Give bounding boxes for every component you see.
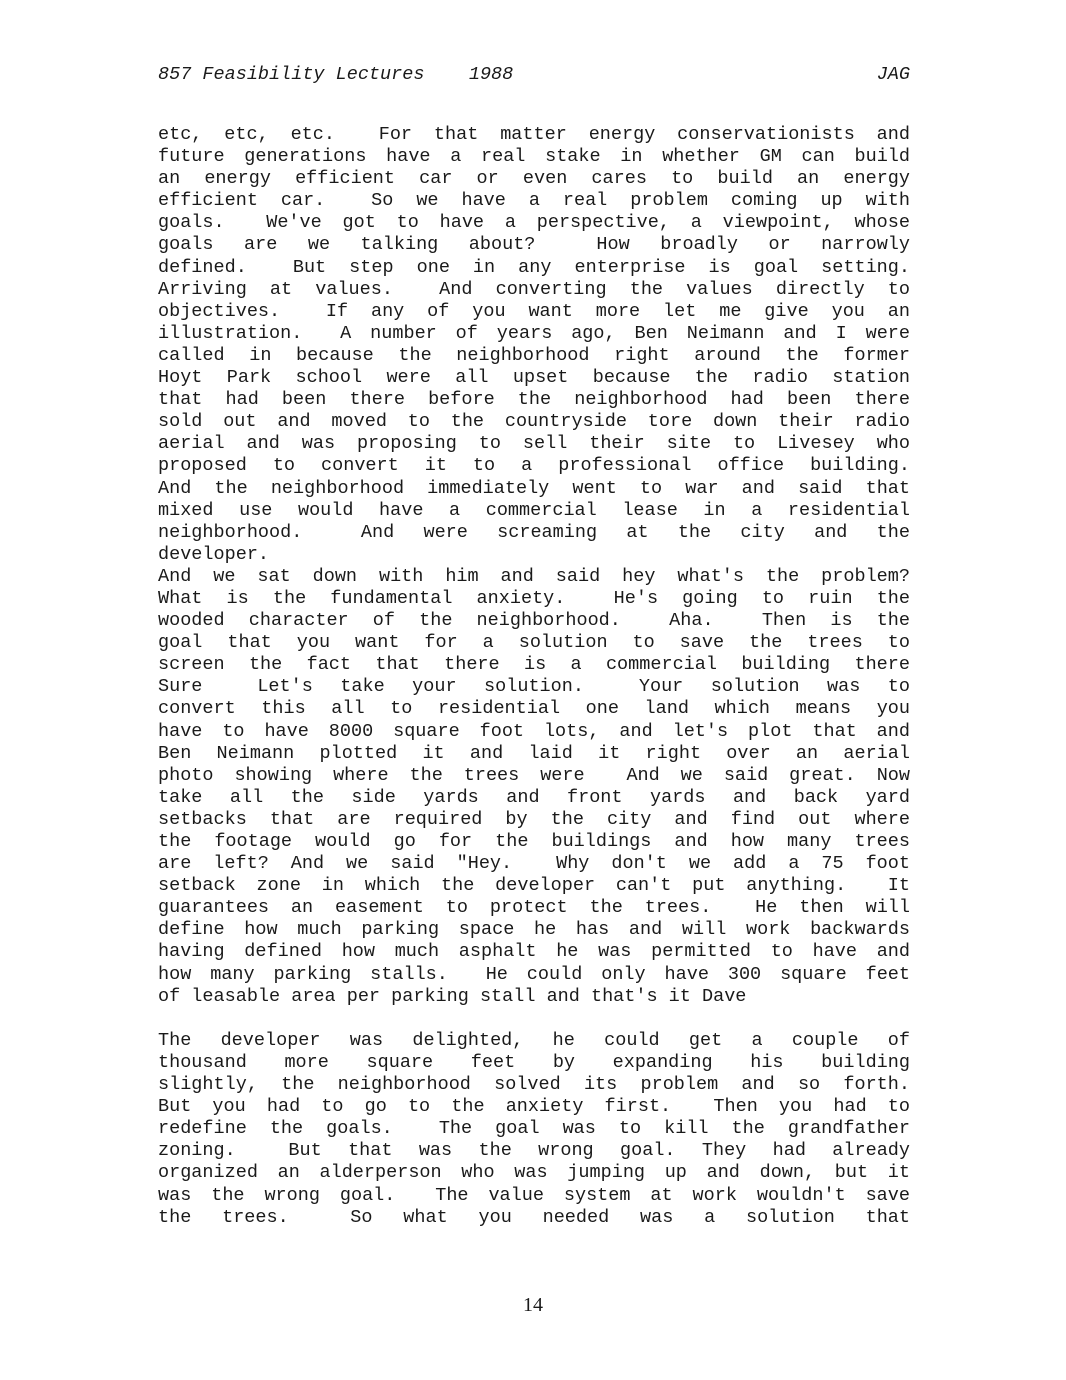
text-line: goals are we talking about? How broadly or narrowly [158,234,910,256]
text-line: And we sat down with him and said hey what's the problem? [158,565,910,587]
text-line: how many parking stalls. He could only have 300 square feet [158,963,910,985]
text-line: illustration. A number of years ago, Ben Neimann and I were [158,322,910,344]
text-line: Sure Let's take your solution. Your solution was to [158,676,910,698]
text-line: Ben Neimann plotted it and laid it right over an aerial [158,742,910,764]
text-line: slightly, the neighborhood solved its problem and so forth. [158,1074,910,1096]
text-line: the footage would go for the buildings and how many trees [158,831,910,852]
text-line: photo showing where the trees were And we said great. Now [158,764,910,786]
header-title: 857 Feasibility Lectures 1988 [158,64,514,85]
text-line: efficient car. So we have a real problem coming up with [158,190,910,212]
text-line: future generations have a real stake in whether GM can build [158,146,910,168]
text-line: developer. [158,543,270,565]
paragraph-2 [158,566,910,1008]
text-line: Hoyt Park school were all upset because the radio station [158,367,910,389]
text-line: defined. But step one in any enterprise is goal setting. [158,256,910,278]
text-line: define how much parking space he has and will work backwards [158,919,910,941]
text-line: take all the side yards and front yards and back yard [158,786,910,808]
text-line: organized an alderperson who was jumping up and down, but it [158,1162,910,1184]
text-line: redefine the goals. The goal was to kill the grandfather [158,1118,910,1140]
text-line: setbacks that are required by the city and find out where [158,808,910,830]
text-line: sold out and moved to the countryside tore down their radio [158,411,910,433]
page-number: 14 [523,1294,543,1316]
text-line: setback zone in which the developer can't put anything. It [158,875,910,897]
text-line: Arriving at values. And converting the values directly to [158,278,910,300]
text-line: objectives. If any of you want more let me give you an [158,300,910,322]
text-line: The developer was delighted, he could get a couple of [158,1029,910,1051]
text-line: an energy efficient car or even cares to build an energy [158,168,910,190]
paragraph-spacer [158,1008,910,1030]
text-line: And the neighborhood immediately went to war and said that [158,477,910,499]
text-line: having defined how much asphalt he was permitted to have and [158,941,910,963]
text-line: But you had to go to the anxiety first. Then you had to [158,1096,910,1118]
paragraph-3 [158,1030,910,1229]
lecture-body [158,124,910,1229]
text-line: guarantees an easement to protect the trees. He then will [158,897,910,919]
running-header [158,62,910,88]
paragraph-1 [158,124,910,566]
text-line: wooded character of the neighborhood. Aha. Then is the [158,610,910,632]
text-line: the trees. So what you needed was a solution that [158,1206,910,1228]
text-line: What is the fundamental anxiety. He's going to ruin the [158,587,910,609]
text-line: convert this all to residential one land which means you [158,698,910,720]
text-line: proposed to convert it to a professional office building. [158,455,910,477]
text-line: called in because the neighborhood right around the former [158,344,910,366]
header-initials: JAG [876,64,910,85]
text-line: mixed use would have a commercial lease in a residential [158,499,910,521]
text-line: aerial and was proposing to sell their site to Livesey who [158,433,910,455]
text-line: of leasable area per parking stall and that's it Dave [158,985,747,1007]
text-line: screen the fact that there is a commercial building there [158,654,910,676]
text-line: that had been there before the neighborhood had been there [158,389,910,411]
text-line: neighborhood. And were screaming at the city and the [158,521,910,543]
text-line: have to have 8000 square foot lots, and let's plot that and [158,720,910,742]
text-line: goals. We've got to have a perspective, a viewpoint, whose [158,212,910,234]
text-line: etc, etc, etc. For that matter energy conservationists and [158,124,910,145]
text-line: was the wrong goal. The value system at work wouldn't save [158,1184,910,1206]
text-line: are left? And we said "Hey. Why don't we add a 75 foot [158,853,910,875]
text-line: zoning. But that was the wrong goal. They had already [158,1140,910,1162]
text-line: goal that you want for a solution to save the trees to [158,632,910,654]
text-line: thousand more square feet by expanding his building [158,1051,910,1073]
